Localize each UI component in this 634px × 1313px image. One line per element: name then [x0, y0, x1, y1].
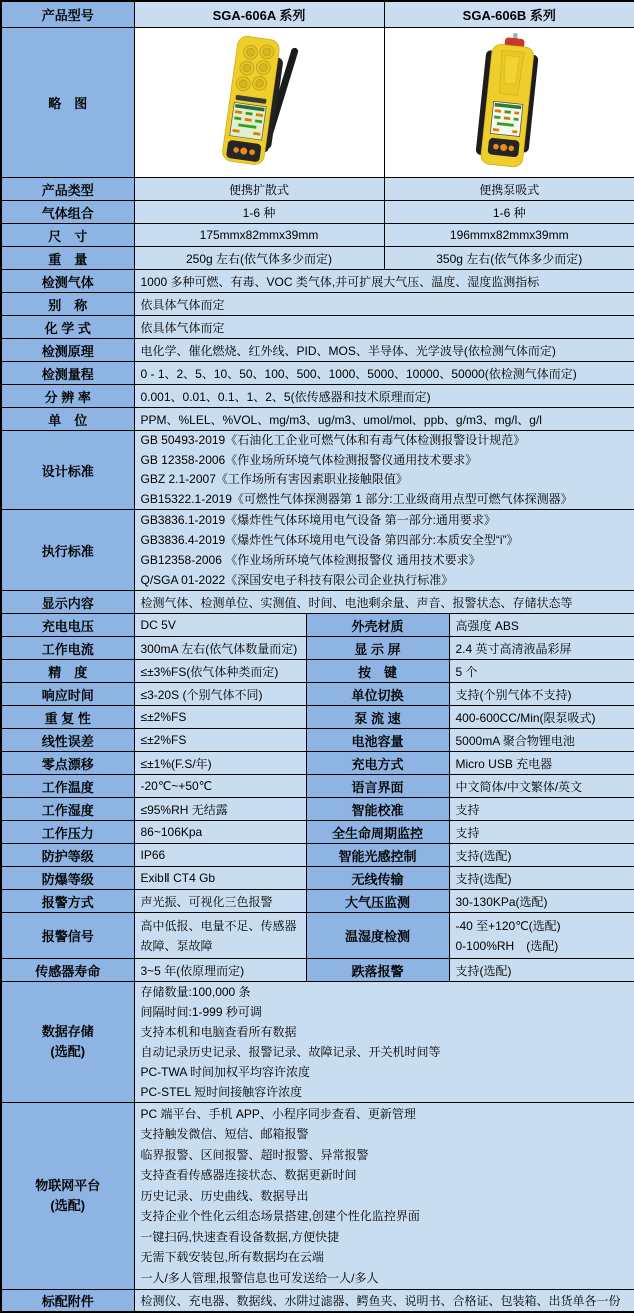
device-b-image-cell — [384, 28, 634, 178]
shell-material-value: 高强度 ABS — [449, 614, 634, 637]
alias-value: 依具体气体而定 — [134, 293, 634, 316]
data-storage-line: PC-TWA 时间加权平均容许浓度 — [140, 1065, 311, 1079]
accessories-value: 检测仪、充电器、数据线、水阱过滤器、鳄鱼夹、说明书、合格证、包装箱、出货单各一份 — [134, 1290, 634, 1313]
iot-platform-line: 支持企业个性化云组态场景搭建,创建个性化监控界面 — [140, 1209, 420, 1224]
pump-flow-value: 400-600CC/Min(限泵吸式) — [449, 706, 634, 729]
iot-platform-line: 一人/多人管理,报警信息也可发送给一人/多人 — [140, 1270, 379, 1285]
zero-drift-label: 零点漂移 — [1, 752, 134, 775]
unit-value: PPM、%LEL、%VOL、mg/m3、ug/m3、umol/mol、ppb、g/m3、mg/l、g/l — [134, 408, 634, 431]
data-storage-line: 间隔时间:1-999 秒可调 — [140, 1005, 262, 1019]
data-storage-label: 数据存储 (选配) — [1, 982, 134, 1103]
design-standard-label: 设计标准 — [1, 431, 134, 510]
series-a-title: SGA-606A 系列 — [134, 1, 384, 28]
pressure-monitor-label: 大气压监测 — [306, 890, 449, 913]
working-humidity-row — [1, 798, 634, 821]
protection-class-row — [1, 844, 634, 867]
sensor-life-row — [1, 959, 634, 982]
iot-platform-label: 物联网平台 (选配) — [1, 1103, 134, 1290]
alarm-mode-value: 声光振、可视化三色报警 — [134, 890, 306, 913]
detection-principle-row — [1, 339, 634, 362]
detection-range-value: 0 - 1、2、5、10、50、100、500、1000、5000、10000、50000(依检测气体而定) — [134, 362, 634, 385]
gas-combination-b: 1-6 种 — [384, 201, 634, 224]
chemical-formula-label: 化 学 式 — [1, 316, 134, 339]
working-current-row — [1, 637, 634, 660]
light-sensor-control-label: 智能光感控制 — [306, 844, 449, 867]
battery-capacity-label: 电池容量 — [306, 729, 449, 752]
unit-row — [1, 408, 634, 431]
weight-b: 350g 左右(依气体多少而定) — [384, 247, 634, 270]
dimensions-row — [1, 224, 634, 247]
working-temp-value: -20℃~+50℃ — [134, 775, 306, 798]
repeatability-label: 重 复 性 — [1, 706, 134, 729]
detect-gas-row — [1, 270, 634, 293]
keys-label: 按 键 — [306, 660, 449, 683]
pump-flow-label: 泵 流 速 — [306, 706, 449, 729]
repeatability-value: ≤±2%FS — [134, 706, 306, 729]
exec-standard-line: GB12358-2006 《作业场所环境气体检测报警仪 通用技术要求》 — [140, 553, 481, 567]
alarm-mode-label: 报警方式 — [1, 890, 134, 913]
working-pressure-value: 86~106Kpa — [134, 821, 306, 844]
accessories-label: 标配附件 — [1, 1290, 134, 1313]
display-content-label: 显示内容 — [1, 591, 134, 614]
protection-class-label: 防护等级 — [1, 844, 134, 867]
design-standard-line: GB 50493-2019《石油化工企业可燃气体和有毒气体检测报警设计规范》 — [140, 433, 526, 447]
resolution-value: 0.001、0.01、0.1、1、2、5(依传感器和技术原理而定) — [134, 385, 634, 408]
data-storage-line: PC-STEL 短时间接触容许浓度 — [140, 1085, 303, 1099]
exec-standard-row — [1, 510, 634, 591]
detect-gas-label: 检测气体 — [1, 270, 134, 293]
iot-platform-line: 一键扫码,快速查看设备数据,方便快捷 — [140, 1229, 340, 1244]
response-time-value: ≤3-20S (个别气体不同) — [134, 683, 306, 706]
weight-row — [1, 247, 634, 270]
zero-drift-value: ≤±1%(F.S/年) — [134, 752, 306, 775]
sensor-life-label: 传感器寿命 — [1, 959, 134, 982]
explosion-class-row — [1, 867, 634, 890]
working-current-value: 300mA 左右(依气体数量而定) — [134, 637, 306, 660]
charge-voltage-row — [1, 614, 634, 637]
dimensions-a: 175mmx82mmx39mm — [134, 224, 384, 247]
alarm-signal-row — [1, 913, 634, 959]
display-screen-value: 2.4 英寸高清液晶彩屏 — [449, 637, 634, 660]
charge-method-label: 充电方式 — [306, 752, 449, 775]
accessories-row — [1, 1290, 634, 1313]
header-row — [1, 1, 634, 28]
display-content-row — [1, 591, 634, 614]
device-b-image — [439, 33, 579, 173]
product-type-a: 便携扩散式 — [134, 178, 384, 201]
design-standard-line: GB 12358-2006《作业场所环境气体检测报警仪通用技术要求》 — [140, 452, 478, 467]
data-storage-line: 支持本机和电脑查看所有数据 — [140, 1025, 297, 1039]
design-standard-line: GB15322.1-2019《可燃性气体探测器第 1 部分:工业级商用点型可燃气体探测器》 — [140, 491, 573, 506]
linearity-error-label: 线性误差 — [1, 729, 134, 752]
device-b-screen — [491, 101, 524, 136]
weight-label: 重 量 — [1, 247, 134, 270]
device-a-image — [189, 33, 329, 173]
gas-combination-row — [1, 201, 634, 224]
product-model-label: 产品型号 — [1, 1, 134, 28]
working-temp-label: 工作温度 — [1, 775, 134, 798]
sensor-life-value: 3~5 年(依原理而定) — [134, 959, 306, 982]
exec-standard-line: Q/SGA 01-2022《深国安电子科技有限公司企业执行标准》 — [140, 573, 454, 587]
device-b-keypad — [488, 137, 520, 157]
iot-platform-row — [1, 1103, 634, 1290]
smart-calibration-label: 智能校准 — [306, 798, 449, 821]
detection-principle-label: 检测原理 — [1, 339, 134, 362]
wireless-label: 无线传输 — [306, 867, 449, 890]
alias-row — [1, 293, 634, 316]
display-content-value: 检测气体、检测单位、实测值、时间、电池剩余量、声音、报警状态、存储状态等 — [134, 591, 634, 614]
iot-platform-line: PC 端平台、手机 APP、小程序同步查看、更新管理 — [140, 1106, 416, 1121]
drop-alarm-label: 跌落报警 — [306, 959, 449, 982]
product-type-label: 产品类型 — [1, 178, 134, 201]
alarm-mode-row — [1, 890, 634, 913]
device-a-image-cell — [134, 28, 384, 178]
design-standard-line: GBZ 2.1-2007《工作场所有害因素职业接触限值》 — [140, 472, 408, 486]
repeatability-row — [1, 706, 634, 729]
keys-value: 5 个 — [449, 660, 634, 683]
alias-label: 别 称 — [1, 293, 134, 316]
design-standard-value — [134, 431, 634, 510]
iot-platform-line: 临界报警、区间报警、超时报警、异常报警 — [140, 1147, 369, 1162]
temp-humidity-line: -40 至+120℃(选配) — [455, 918, 561, 933]
product-type-b: 便携泵吸式 — [384, 178, 634, 201]
working-current-label: 工作电流 — [1, 637, 134, 660]
data-storage-line: 存储数量:100,000 条 — [140, 985, 251, 999]
iot-platform-line: 支持查看传感器连接状态、数据更新时间 — [140, 1168, 357, 1183]
resolution-row — [1, 385, 634, 408]
pressure-monitor-value: 30-130KPa(选配) — [449, 890, 634, 913]
linearity-error-row — [1, 729, 634, 752]
sketch-label: 略 图 — [1, 28, 134, 178]
dimensions-label: 尺 寸 — [1, 224, 134, 247]
working-temp-row — [1, 775, 634, 798]
series-b-title: SGA-606B 系列 — [384, 1, 634, 28]
alarm-signal-label: 报警信号 — [1, 913, 134, 959]
display-screen-label: 显 示 屏 — [306, 637, 449, 660]
iot-platform-line: 历史记录、历史曲线、数据导出 — [140, 1188, 309, 1203]
response-time-row — [1, 683, 634, 706]
detection-principle-value: 电化学、催化燃烧、红外线、PID、MOS、半导体、光学波导(依检测气体而定) — [134, 339, 634, 362]
data-storage-line: 自动记录历史记录、报警记录、故障记录、开关机时间等 — [140, 1045, 441, 1059]
drop-alarm-value: 支持(选配) — [449, 959, 634, 982]
detection-range-label: 检测量程 — [1, 362, 134, 385]
working-humidity-value: ≤95%RH 无结露 — [134, 798, 306, 821]
temp-humidity-detect-value — [449, 913, 634, 959]
charge-voltage-label: 充电电压 — [1, 614, 134, 637]
data-storage-value — [134, 982, 634, 1103]
unit-label: 单 位 — [1, 408, 134, 431]
charge-method-value: Micro USB 充电器 — [449, 752, 634, 775]
sketch-row — [1, 28, 634, 178]
design-standard-row — [1, 431, 634, 510]
working-pressure-row — [1, 821, 634, 844]
temp-humidity-line: 0-100%RH (选配) — [455, 938, 559, 953]
chemical-formula-value: 依具体气体而定 — [134, 316, 634, 339]
protection-class-value: IP66 — [134, 844, 306, 867]
accuracy-row — [1, 660, 634, 683]
accuracy-label: 精 度 — [1, 660, 134, 683]
language-label: 语言界面 — [306, 775, 449, 798]
smart-calibration-value: 支持 — [449, 798, 634, 821]
gas-combination-a: 1-6 种 — [134, 201, 384, 224]
alarm-signal-value: 高中低报、电量不足、传感器故障、泵故障 — [134, 913, 306, 959]
gas-combination-label: 气体组合 — [1, 201, 134, 224]
response-time-label: 响应时间 — [1, 683, 134, 706]
weight-a: 250g 左右(依气体多少而定) — [134, 247, 384, 270]
exec-standard-line: GB3836.1-2019《爆炸性气体环境用电气设备 第一部分:通用要求》 — [140, 513, 496, 527]
zero-drift-row — [1, 752, 634, 775]
unit-switch-label: 单位切换 — [306, 683, 449, 706]
working-pressure-label: 工作压力 — [1, 821, 134, 844]
shell-material-label: 外壳材质 — [306, 614, 449, 637]
detect-gas-value: 1000 多种可燃、有毒、VOC 类气体,并可扩展大气压、温度、湿度监测指标 — [134, 270, 634, 293]
iot-platform-line: 支持触发微信、短信、邮箱报警 — [140, 1127, 309, 1142]
language-value: 中文简体/中文繁体/英文 — [449, 775, 634, 798]
detection-range-row — [1, 362, 634, 385]
charge-voltage-value: DC 5V — [134, 614, 306, 637]
accuracy-value: ≤±3%FS(依气体种类而定) — [134, 660, 306, 683]
device-a-screen — [230, 102, 267, 140]
exec-standard-line: GB3836.4-2019《爆炸性气体环境用电气设备 第四部分:本质安全型“i”》 — [140, 533, 519, 547]
resolution-label: 分 辨 率 — [1, 385, 134, 408]
lifecycle-monitor-label: 全生命周期监控 — [306, 821, 449, 844]
battery-capacity-value: 5000mA 聚合物锂电池 — [449, 729, 634, 752]
exec-standard-label: 执行标准 — [1, 510, 134, 591]
temp-humidity-detect-label: 温湿度检测 — [306, 913, 449, 959]
product-type-row — [1, 178, 634, 201]
explosion-class-label: 防爆等级 — [1, 867, 134, 890]
wireless-value: 支持(选配) — [449, 867, 634, 890]
dimensions-b: 196mmx82mmx39mm — [384, 224, 634, 247]
exec-standard-value — [134, 510, 634, 591]
working-humidity-label: 工作湿度 — [1, 798, 134, 821]
light-sensor-control-value: 支持(选配) — [449, 844, 634, 867]
iot-platform-value — [134, 1103, 634, 1290]
lifecycle-monitor-value: 支持 — [449, 821, 634, 844]
explosion-class-value: ExibⅡ CT4 Gb — [134, 867, 306, 890]
data-storage-row — [1, 982, 634, 1103]
iot-platform-line: 无需下载安装包,所有数据均在云端 — [140, 1250, 324, 1265]
unit-switch-value: 支持(个别气体不支持) — [449, 683, 634, 706]
linearity-error-value: ≤±2%FS — [134, 729, 306, 752]
chemical-formula-row — [1, 316, 634, 339]
